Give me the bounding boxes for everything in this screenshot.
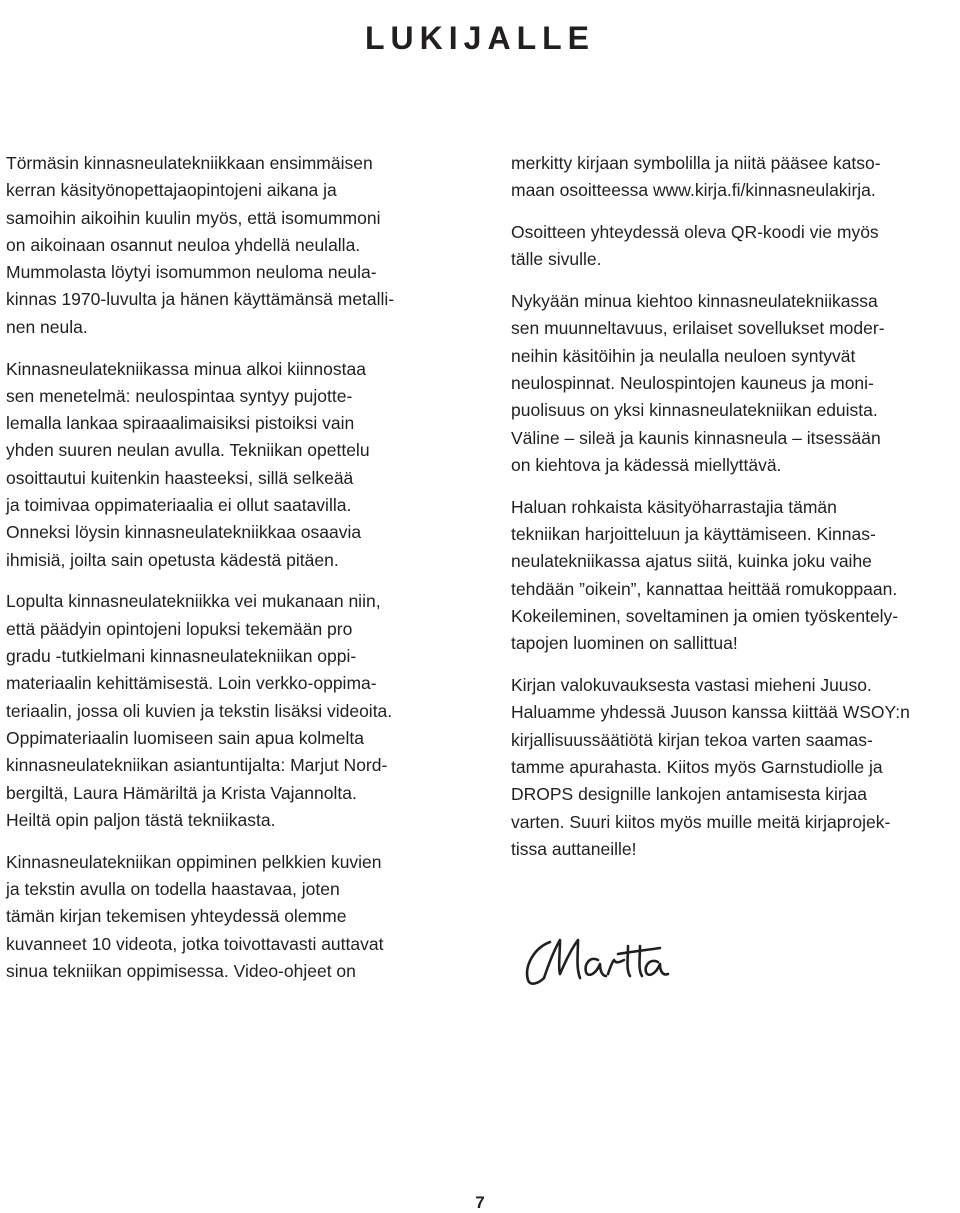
paragraph: Kinnasneulatekniikassa minua alkoi kiinnostaa sen menetelmä: neulospintaa syntyy pujotte- lemalla lankaa spiraaalimaisiksi pistoiksi vain yhden suuren neulan avulla. Tekniikan opettelu osoittautui kuitenkin haasteeksi, sillä selkeää ja toimivaa oppimateriaalia ei ollut saatavilla. Onneksi löysin kinnasneulatekniikkaa osaavia ihmisiä, joilta sain opetusta kädestä pitäen. (6, 358, 370, 570)
paragraph: merkitty kirjaan symbolilla ja niitä pääsee katso- maan osoitteessa www.kirja.fi/kinnasneulakirja. (511, 153, 881, 201)
page-number: 7 (475, 1193, 485, 1212)
right-column (511, 150, 956, 863)
paragraph: Osoitteen yhteydessä oleva QR-koodi vie myös tälle sivulle. (511, 222, 879, 270)
left-column (6, 150, 451, 985)
paragraph: Haluan rohkaista käsityöharrastajia tämän tekniikan harjoitteluun ja käyttämiseen. Kinnas- neulatekniikassa ajatus siitä, kuinka joku vaihe tehdään ”oikein”, kannattaa heittää romukoppaan. Kokeileminen, soveltaminen ja omien työskentely- tapojen luominen on sallittua! (511, 496, 899, 654)
page-title: LUKIJALLE (365, 20, 595, 57)
paragraph: Törmäsin kinnasneulatekniikkaan ensimmäisen kerran käsityönopettajaopintojeni aikana ja samoihin aikoihin kuulin myös, että isomummoni on aikoinaan osannut neuloa yhdellä neulalla. Mummolasta löytyi isomummon neuloma neula- kinnas 1970-luvulta ja hänen käyttämänsä metalli- nen neula. (6, 153, 395, 337)
paragraph: Kinnasneulatekniikan oppiminen pelkkien kuvien ja tekstin avulla on todella haastavaa, joten tämän kirjan tekemisen yhteydessä olemme kuvanneet 10 videota, jotka toivottavasti auttavat sinua tekniikan oppimisessa. Video-ohjeet on (6, 851, 384, 981)
paragraph: Nykyään minua kiehtoo kinnasneulatekniikassa sen muunneltavuus, erilaiset sovellukset moder- neihin käsitöihin ja neulalla neuloen syntyvät neulospinnat. Neulospintojen kauneus ja moni- puolisuus on yksi kinnasneulatekniikan eduista. Väline – sileä ja kaunis kinnasneula – itsessään on kiehtova ja kädessä miellyttävä. (511, 291, 885, 475)
paragraph: Lopulta kinnasneulatekniikka vei mukanaan niin, että päädyin opintojeni lopuksi tekemään pro gradu -tutkielmani kinnasneulatekniikan oppi- materiaalin kehittämisestä. Loin verkko-oppima- teriaalin, jossa oli kuvien ja tekstin lisäksi videoita. Oppimateriaalin luomiseen sain apua kolmelta kinnasneulatekniikan asiantuntijalta: Marjut Nord- bergiltä, Laura Hämäriltä ja Krista Vajannolta. Heiltä opin paljon tästä tekniikasta. (6, 591, 393, 830)
handwritten-signature (520, 928, 680, 998)
paragraph: Kirjan valokuvauksesta vastasi mieheni Juuso. Haluamme yhdessä Juuson kanssa kiittää WSOY:n kirjallisuussäätiötä kirjan tekoa varten saamas- tamme apurahasta. Kiitos myös Garnstudiolle ja DROPS designille lankojen antamisesta kirjaa varten. Suuri kiitos myös muille meitä kirjaprojek- tissa auttaneille! (511, 675, 910, 859)
